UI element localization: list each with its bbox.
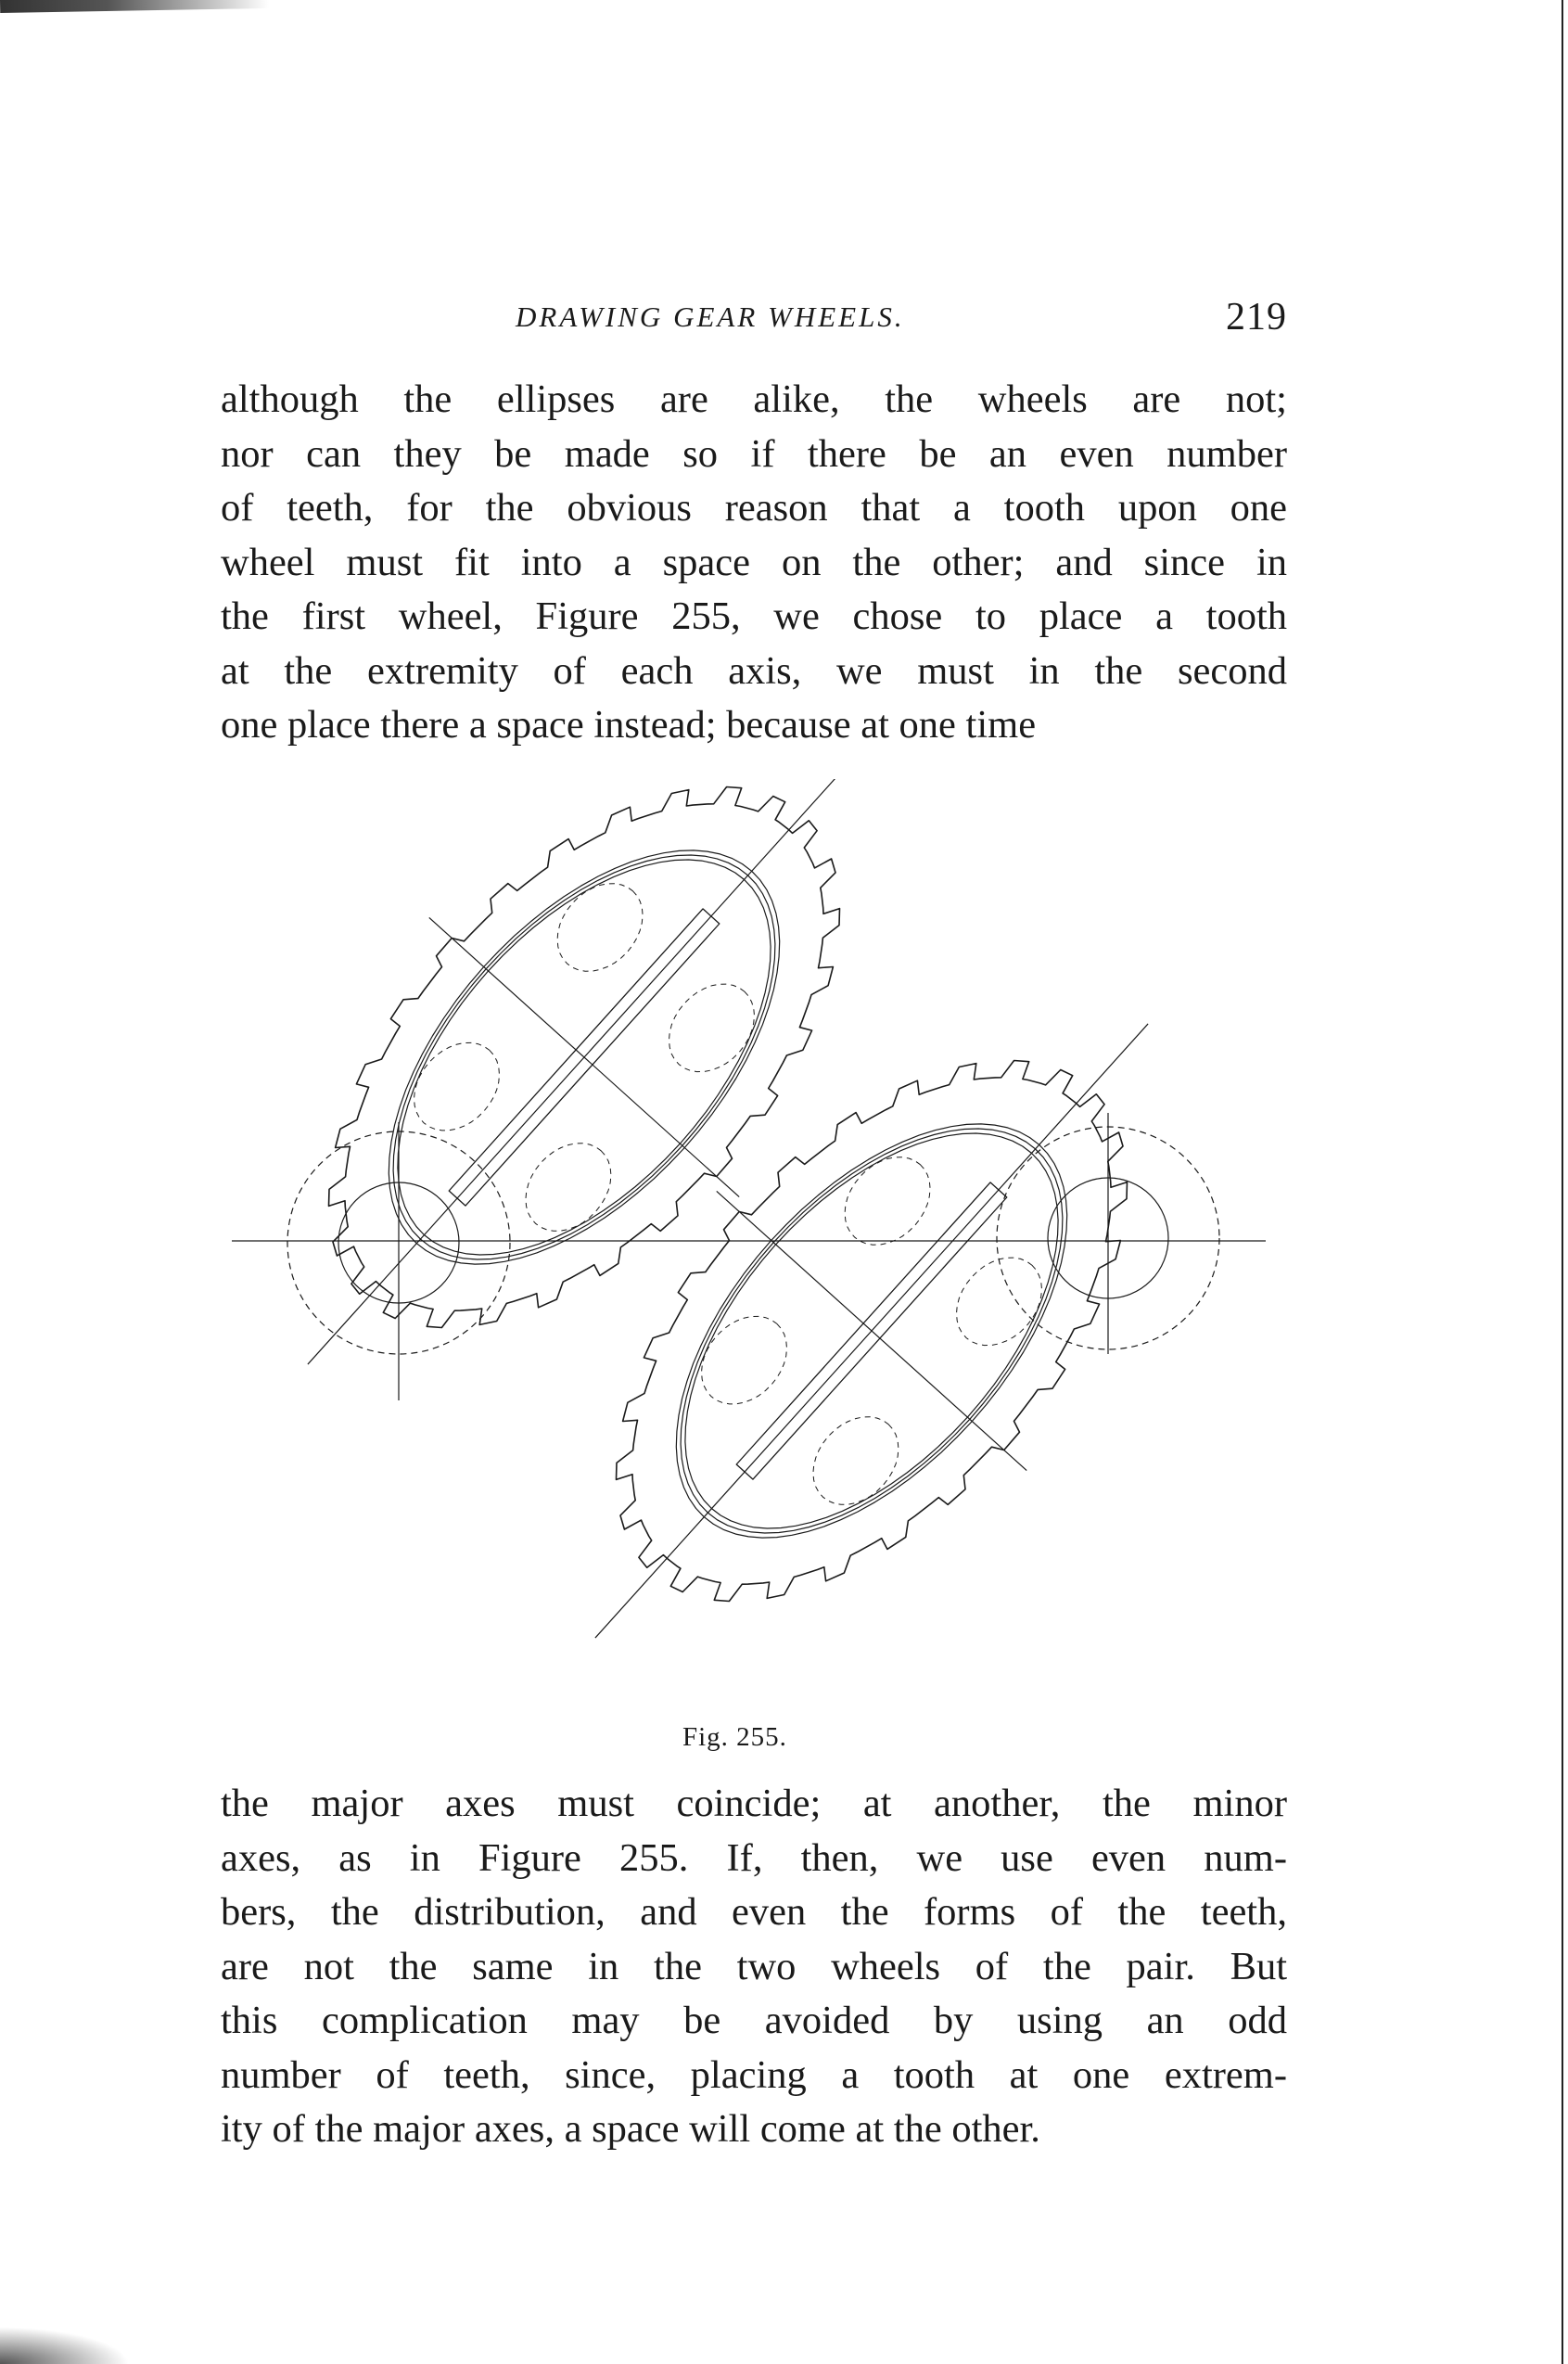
text-line: at the extremity of each axis, we must in the second (221, 648, 1287, 693)
gear-wheels-figure (223, 779, 1280, 1716)
paragraph-bottom (221, 1777, 1287, 2157)
text-line: one place there a space instead; because at one time (221, 703, 1037, 747)
text-line: ity of the major axes, a space will come at the other. (221, 2107, 1040, 2151)
text-line: bers, the distribution, and even the forms of the teeth, (221, 1890, 1287, 1934)
text-line: nor can they be made so if there be an even number (221, 431, 1287, 476)
lower-elliptical-gear (595, 1024, 1148, 1638)
text-line: axes, as in Figure 255. If, then, we use even num- (221, 1835, 1287, 1880)
text-line: the first wheel, Figure 255, we chose to place a tooth (221, 594, 1287, 638)
text-line: number of teeth, since, placing a tooth at one extrem- (221, 2052, 1287, 2097)
text-line: of teeth, for the obvious reason that a tooth upon one (221, 486, 1287, 530)
page-corner-smudge-bottom (0, 2327, 130, 2364)
page-corner-smudge (0, 0, 269, 13)
text-line: this complication may be avoided by using an odd (221, 1999, 1287, 2042)
upper-elliptical-gear (308, 779, 860, 1364)
page-number: 219 (1226, 296, 1287, 339)
page-header (221, 295, 1287, 351)
paragraph-top (221, 373, 1287, 753)
text-line: the major axes must coincide; at another, the minor (221, 1782, 1287, 1825)
figure-caption: Fig. 255. (682, 1722, 787, 1752)
running-head: DRAWING GEAR WHEELS. (516, 300, 905, 333)
text-line: are not the same in the two wheels of the pair. But (221, 1944, 1287, 1988)
page-edge-line (1562, 0, 1563, 2364)
gear-drawing (223, 779, 1280, 1716)
text-line: although the ellipses are alike, the wheels are not; (221, 377, 1287, 421)
text-line: wheel must fit into a space on the other; and since in (221, 540, 1287, 584)
construction-lines (232, 1113, 1266, 1400)
